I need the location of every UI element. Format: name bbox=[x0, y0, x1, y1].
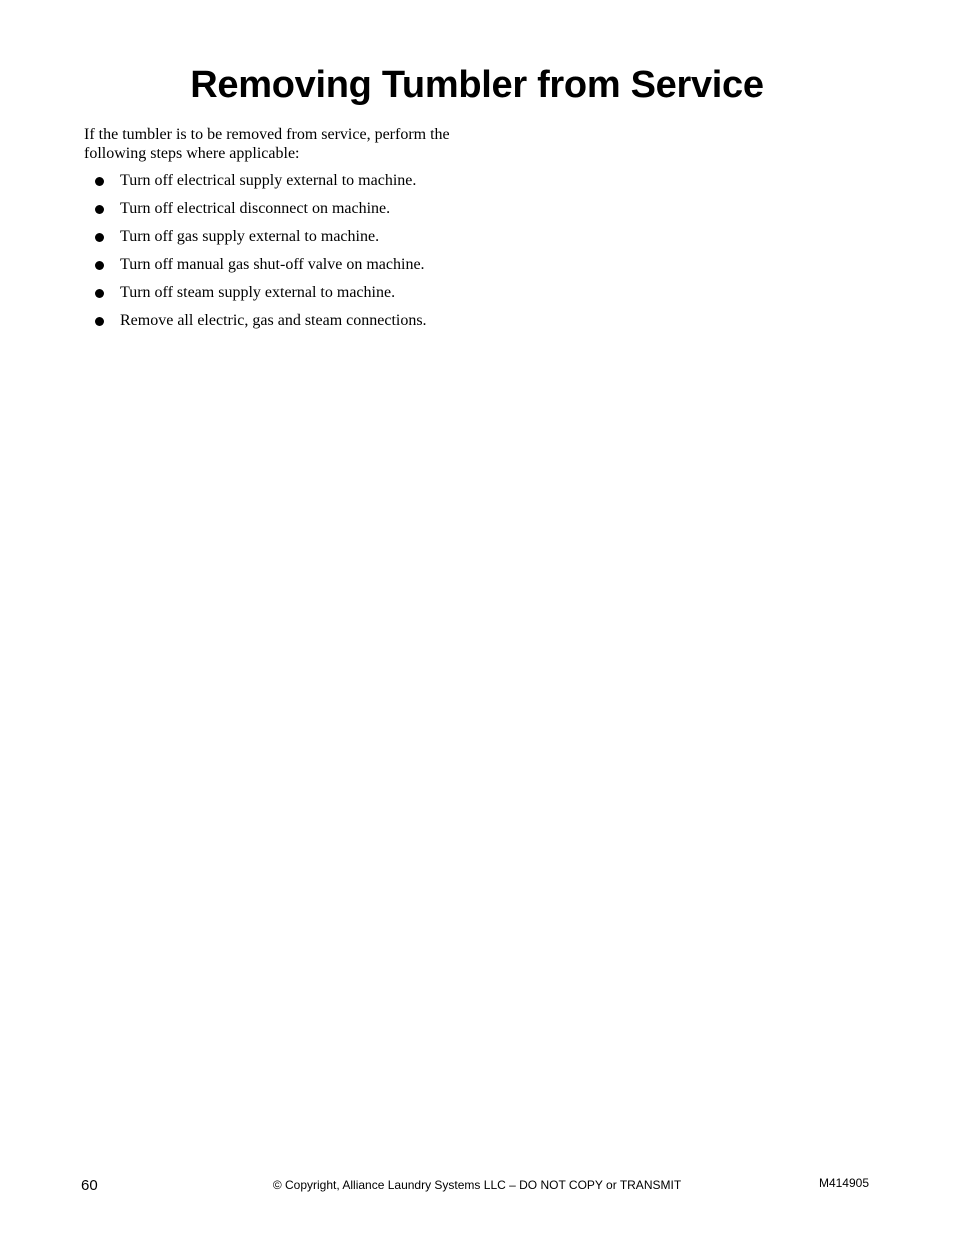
copyright-notice: © Copyright, Alliance Laundry Systems LLC – DO NOT COPY or TRANSMIT bbox=[272, 1178, 682, 1192]
steps-list bbox=[84, 171, 504, 339]
bullet-icon bbox=[95, 261, 104, 270]
list-item bbox=[84, 227, 504, 255]
step-text: Turn off electrical disconnect on machine. bbox=[120, 200, 391, 217]
list-item bbox=[84, 311, 504, 339]
list-item bbox=[84, 255, 504, 283]
step-text: Remove all electric, gas and steam connections. bbox=[120, 312, 427, 329]
document-number: M414905 bbox=[818, 1176, 869, 1190]
list-item bbox=[84, 171, 504, 199]
bullet-icon bbox=[95, 233, 104, 242]
bullet-icon bbox=[95, 289, 104, 298]
step-text: Turn off electrical supply external to machine. bbox=[120, 172, 417, 189]
list-item bbox=[84, 199, 504, 227]
intro-paragraph: If the tumbler is to be removed from service, perform the following steps where applicable: bbox=[84, 126, 450, 162]
bullet-icon bbox=[95, 317, 104, 326]
step-text: Turn off gas supply external to machine. bbox=[120, 228, 380, 245]
page-number: 60 bbox=[81, 1177, 98, 1194]
step-text: Turn off steam supply external to machine. bbox=[120, 284, 396, 301]
bullet-icon bbox=[95, 205, 104, 214]
page-title: Removing Tumbler from Service bbox=[190, 64, 764, 106]
list-item bbox=[84, 283, 504, 311]
bullet-icon bbox=[95, 177, 104, 186]
step-text: Turn off manual gas shut-off valve on machine. bbox=[120, 256, 425, 273]
